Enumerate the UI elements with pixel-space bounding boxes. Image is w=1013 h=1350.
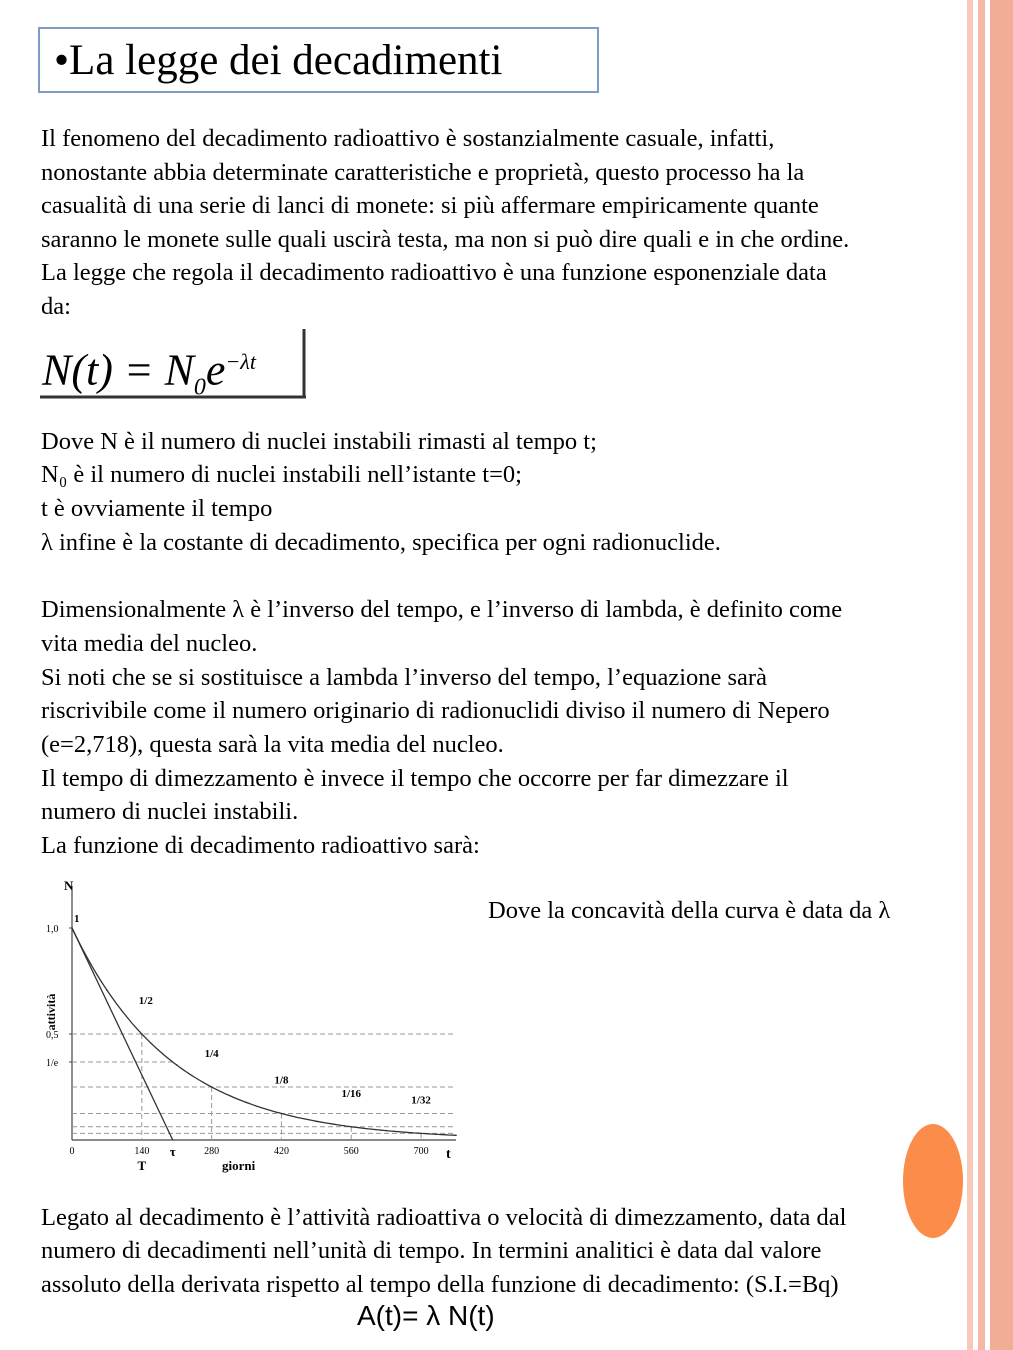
x-tick-label: 0	[69, 1146, 75, 1157]
formula-expression	[42, 333, 256, 416]
explanation-line: (e=2,718), questa sarà la vita media del nucleo.	[41, 731, 504, 758]
decay-curve-point	[455, 1135, 457, 1137]
x-axis-label: giorni	[222, 1158, 256, 1173]
intro-line: La legge che regola il decadimento radioattivo è una funzione esponenziale data	[41, 259, 827, 286]
fraction-label: 1/32	[411, 1094, 431, 1107]
x-tick-label: 560	[343, 1146, 359, 1157]
y-tick-label: 0,5	[46, 1030, 59, 1041]
definition-line: λ infine è la costante di decadimento, specifica per ogni radionuclide.	[41, 529, 721, 556]
x-tick-label: 140	[134, 1146, 150, 1157]
formula-base: e	[205, 345, 226, 395]
decay-curve-point	[106, 989, 108, 991]
activity-line: Legato al decadimento è l’attività radioattiva o velocità di dimezzamento, data dal	[41, 1204, 847, 1231]
decay-curve-point	[211, 1086, 213, 1088]
decay-formula	[38, 325, 308, 400]
fraction-label: 1/16	[341, 1087, 362, 1100]
explanation-line: La funzione di decadimento radioattivo sarà:	[41, 832, 480, 859]
definition-line: t è ovviamente il tempo	[41, 495, 273, 522]
activity-equation: A(t)= λ N(t)	[357, 1300, 495, 1331]
formula-lhs: N(t) = N	[42, 345, 194, 395]
intro-line: casualità di una serie di lanci di monete: si più affermare empiricamente quante	[41, 192, 819, 219]
activity-line: assoluto della derivata rispetto al tempo della funzione di decadimento: (S.I.=Bq)	[41, 1271, 839, 1298]
y-tick-label: 1/e	[46, 1058, 59, 1070]
formula-exponent: −λt	[225, 349, 256, 374]
x-tick-label: 700	[413, 1146, 429, 1157]
explanation-line: riscrivibile come il numero originario di radionuclidi diviso il numero di Nepero	[41, 697, 830, 724]
intro-line: Il fenomeno del decadimento radioattivo è sostanzialmente casuale, infatti,	[41, 125, 775, 152]
definition-line: Dove N è il numero di nuclei instabili rimasti al tempo t;	[41, 428, 597, 455]
time-marker-label: T	[137, 1158, 147, 1173]
y-axis-label: attività	[44, 993, 58, 1031]
page-title: •La legge dei decadimenti	[54, 37, 503, 84]
intro-line: nonostante abbia determinate caratteristiche e proprietà, questo processo ha la	[41, 159, 805, 186]
decorative-stripe	[990, 0, 1013, 1350]
tangent-line	[72, 928, 173, 1140]
decay-curve-point	[141, 1033, 143, 1035]
x-tick-label: 420	[273, 1146, 289, 1157]
fraction-label: 1	[74, 913, 80, 925]
title-box	[38, 27, 599, 93]
y-tick-label: 1,0	[46, 924, 59, 935]
decay-curve-point	[281, 1113, 283, 1115]
activity-line: numero di decadimenti nell’unità di tempo. In termini analitici è data dal valore	[41, 1237, 822, 1264]
decorative-stripe	[978, 0, 985, 1350]
fraction-label: 1/2	[138, 995, 153, 1007]
decorative-stripe	[967, 0, 973, 1350]
decorative-orange-oval	[903, 1124, 963, 1238]
intro-line: saranno le monete sulle quali uscirà testa, ma non si può dire quali e in che ordine.	[41, 226, 850, 253]
y-axis-symbol: N	[64, 878, 74, 893]
x-tick-label: 280	[204, 1146, 220, 1157]
decay-chart	[38, 872, 468, 1177]
time-marker-label: τ	[169, 1144, 176, 1159]
decay-curve-point	[385, 1130, 387, 1132]
decay-curve-point	[176, 1064, 178, 1066]
definition-line: N₀ è il numero di nuclei instabili nell’istante t=0;	[41, 461, 522, 488]
decay-curve	[72, 928, 456, 1135]
explanation-line: vita media del nucleo.	[41, 630, 258, 657]
chart-note: Dove la concavità della curva è data da λ	[488, 897, 891, 924]
decay-curve-point	[420, 1133, 422, 1135]
explanation-line: Il tempo di dimezzamento è invece il tempo che occorre per far dimezzare il	[41, 765, 789, 792]
decay-curve-point	[316, 1121, 318, 1123]
decay-curve-point	[246, 1102, 248, 1104]
explanation-line: Dimensionalmente λ è l’inverso del tempo, e l’inverso di lambda, è definito come	[41, 596, 843, 623]
explanation-line: Si noti che se si sostituisce a lambda l’inverso del tempo, l’equazione sarà	[41, 664, 767, 691]
fraction-label: 1/4	[204, 1048, 219, 1060]
x-axis-symbol: t	[446, 1147, 451, 1162]
formula-subscript: 0	[193, 374, 206, 401]
intro-line: da:	[41, 293, 71, 320]
decay-curve-point	[350, 1126, 352, 1128]
fraction-label: 1/8	[274, 1074, 289, 1087]
explanation-line: numero di nuclei instabili.	[41, 798, 299, 825]
